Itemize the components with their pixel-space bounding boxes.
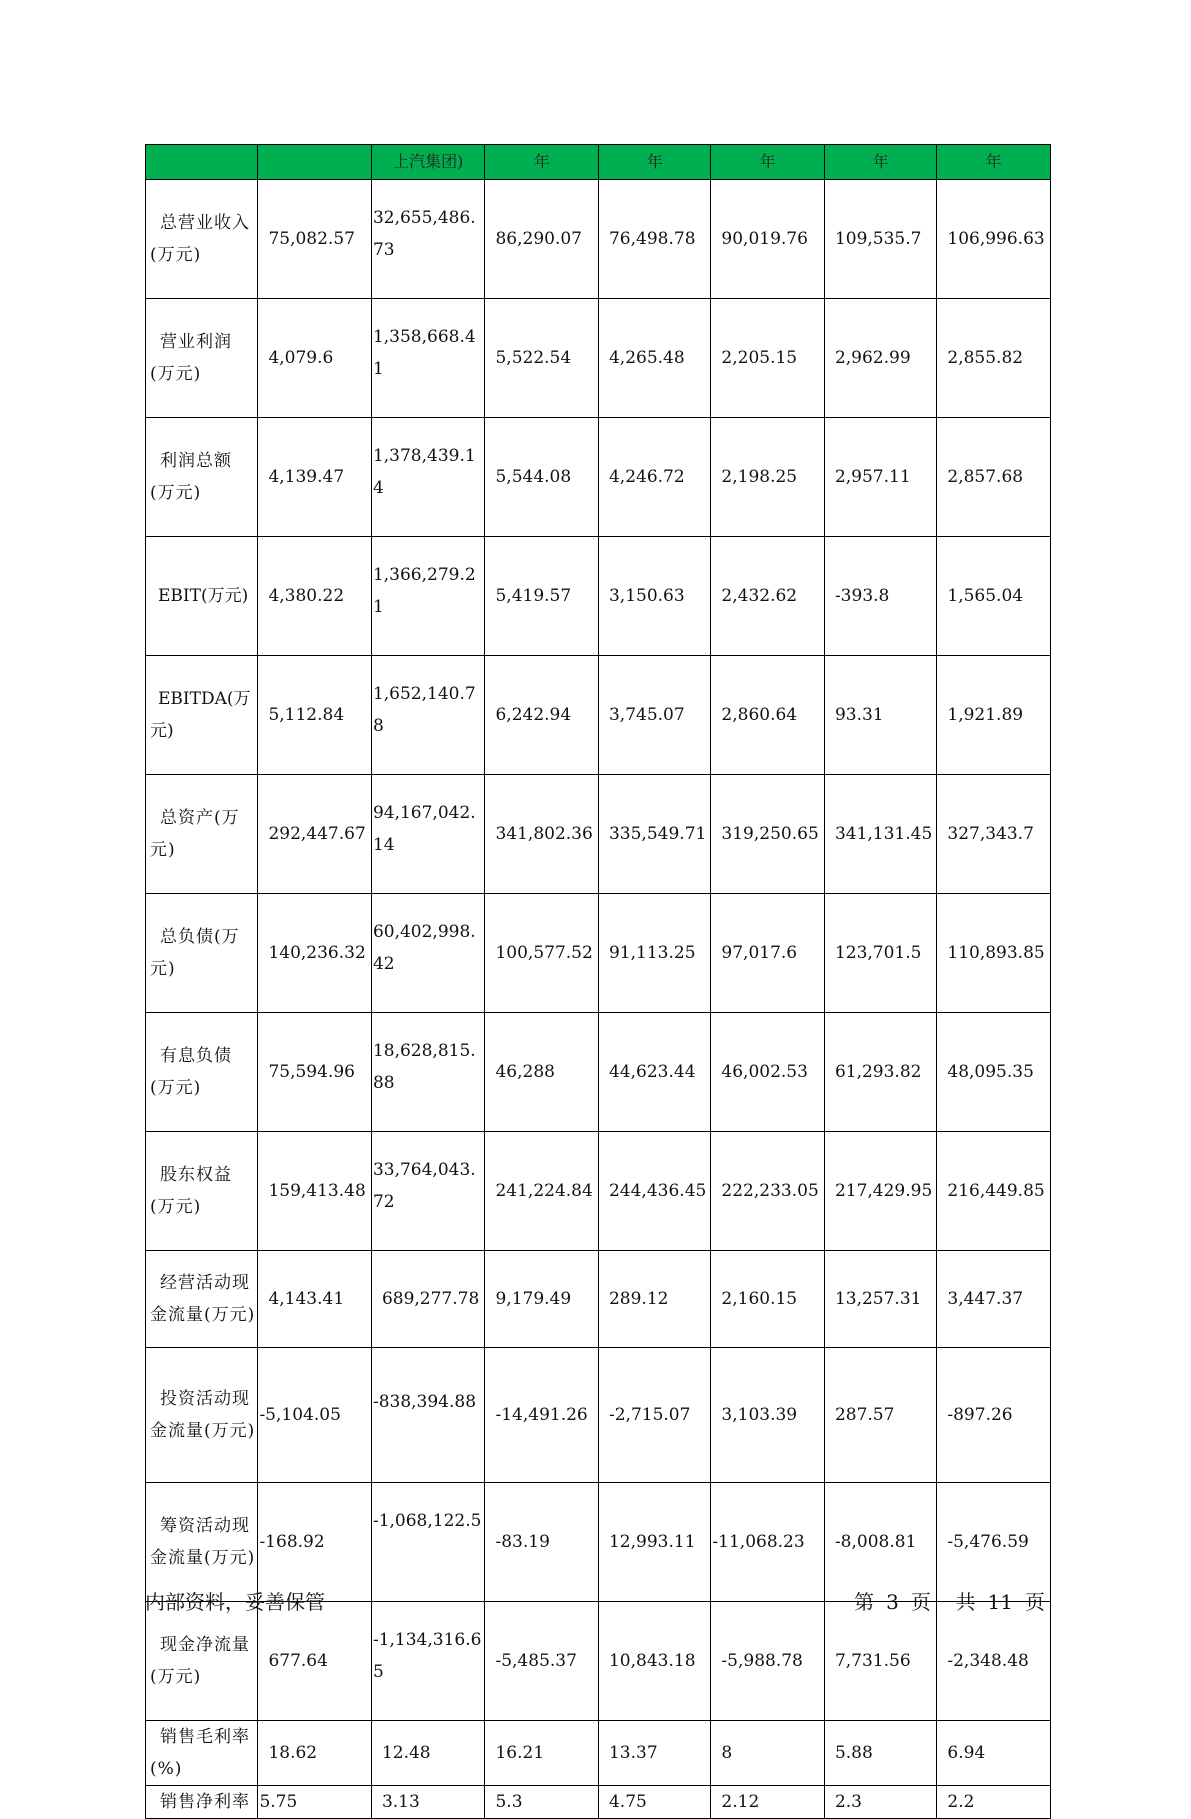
table-row (146, 418, 1051, 537)
metric-label: EBIT(万元) (146, 537, 258, 656)
value-cell: 32,655,486.73 (371, 180, 485, 299)
value-cell: 94,167,042.14 (371, 775, 485, 894)
table-header-row (146, 145, 1051, 180)
value-cell: 1,565.04 (937, 537, 1051, 656)
value-cell: 33,764,043.72 (371, 1132, 485, 1251)
value-cell: -1,134,316.65 (371, 1602, 485, 1721)
value-cell: 91,113.25 (598, 894, 710, 1013)
metric-label: 总资产(万元) (146, 775, 258, 894)
metric-label: 利润总额(万元) (146, 418, 258, 537)
value-cell: 241,224.84 (485, 1132, 599, 1251)
value-cell: 86,290.07 (485, 180, 599, 299)
metric-label: 销售毛利率(%) (146, 1721, 258, 1786)
value-cell: 18,628,815.88 (371, 1013, 485, 1132)
value-cell: 244,436.45 (598, 1132, 710, 1251)
value-cell: 2.12 (711, 1786, 825, 1819)
value-cell: 289.12 (598, 1251, 710, 1348)
value-cell: -168.92 (258, 1483, 372, 1602)
value-cell: 140,236.32 (258, 894, 372, 1013)
table-row (146, 656, 1051, 775)
value-cell: 2.3 (824, 1786, 936, 1819)
value-cell: 13.37 (598, 1721, 710, 1786)
value-cell: -5,988.78 (711, 1602, 825, 1721)
value-cell: 2,860.64 (711, 656, 825, 775)
value-cell: 3,745.07 (598, 656, 710, 775)
value-cell: 13,257.31 (824, 1251, 936, 1348)
value-cell: 75,082.57 (258, 180, 372, 299)
value-cell: 46,002.53 (711, 1013, 825, 1132)
header-cell (258, 145, 372, 180)
metric-label: 现金净流量(万元) (146, 1602, 258, 1721)
value-cell: 10,843.18 (598, 1602, 710, 1721)
value-cell: 4,265.48 (598, 299, 710, 418)
value-cell: 319,250.65 (711, 775, 825, 894)
value-cell: -8,008.81 (824, 1483, 936, 1602)
metric-label: 销售净利率 (146, 1786, 258, 1819)
value-cell: 48,095.35 (937, 1013, 1051, 1132)
value-cell: 123,701.5 (824, 894, 936, 1013)
metric-label: 总营业收入(万元) (146, 180, 258, 299)
value-cell: 3,150.63 (598, 537, 710, 656)
value-cell: 335,549.71 (598, 775, 710, 894)
value-cell: -1,068,122.5 (371, 1483, 485, 1602)
total-prefix: 共 (955, 1590, 976, 1614)
value-cell: 287.57 (824, 1348, 936, 1483)
value-cell: 12,993.11 (598, 1483, 710, 1602)
metric-label: 股东权益(万元) (146, 1132, 258, 1251)
value-cell: 327,343.7 (937, 775, 1051, 894)
value-cell: -897.26 (937, 1348, 1051, 1483)
header-cell: 上汽集团) (371, 145, 485, 180)
value-cell: 1,921.89 (937, 656, 1051, 775)
value-cell: 5.75 (258, 1786, 372, 1819)
value-cell: 4,143.41 (258, 1251, 372, 1348)
value-cell: 16.21 (485, 1721, 599, 1786)
value-cell: 2,857.68 (937, 418, 1051, 537)
value-cell: -83.19 (485, 1483, 599, 1602)
page-suffix: 页 (910, 1590, 931, 1614)
total-suffix: 页 (1025, 1590, 1045, 1614)
table-row (146, 537, 1051, 656)
value-cell: 4,246.72 (598, 418, 710, 537)
value-cell: 4,139.47 (258, 418, 372, 537)
table-row (146, 775, 1051, 894)
value-cell: 1,378,439.14 (371, 418, 485, 537)
value-cell: 3,103.39 (711, 1348, 825, 1483)
value-cell: 2,855.82 (937, 299, 1051, 418)
value-cell: -393.8 (824, 537, 936, 656)
value-cell: 5.88 (824, 1721, 936, 1786)
table-row (146, 1013, 1051, 1132)
value-cell: 106,996.63 (937, 180, 1051, 299)
value-cell: -5,485.37 (485, 1602, 599, 1721)
value-cell: 8 (711, 1721, 825, 1786)
value-cell: 5,419.57 (485, 537, 599, 656)
value-cell: 18.62 (258, 1721, 372, 1786)
value-cell: 217,429.95 (824, 1132, 936, 1251)
table-row (146, 1721, 1051, 1786)
value-cell: 4,079.6 (258, 299, 372, 418)
value-cell: 9,179.49 (485, 1251, 599, 1348)
value-cell: 2,205.15 (711, 299, 825, 418)
value-cell: 1,358,668.41 (371, 299, 485, 418)
value-cell: 2.2 (937, 1786, 1051, 1819)
value-cell: 4.75 (598, 1786, 710, 1819)
value-cell: 5,544.08 (485, 418, 599, 537)
value-cell: 61,293.82 (824, 1013, 936, 1132)
value-cell: 5,522.54 (485, 299, 599, 418)
value-cell: -838,394.88 (371, 1348, 485, 1483)
value-cell: -14,491.26 (485, 1348, 599, 1483)
value-cell: 3,447.37 (937, 1251, 1051, 1348)
table-row (146, 1348, 1051, 1483)
value-cell: 222,233.05 (711, 1132, 825, 1251)
value-cell: -11,068.23 (711, 1483, 825, 1602)
value-cell: 2,957.11 (824, 418, 936, 537)
value-cell: 90,019.76 (711, 180, 825, 299)
value-cell: 341,131.45 (824, 775, 936, 894)
value-cell: 4,380.22 (258, 537, 372, 656)
header-cell: 年 (598, 145, 710, 180)
metric-label: 投资活动现金流量(万元) (146, 1348, 258, 1483)
metric-label: 总负债(万元) (146, 894, 258, 1013)
page-total: 11 (987, 1590, 1013, 1614)
table-row (146, 1132, 1051, 1251)
table-row (146, 299, 1051, 418)
metric-label: 有息负债(万元) (146, 1013, 258, 1132)
value-cell: 6.94 (937, 1721, 1051, 1786)
footer-page-number (848, 1586, 1051, 1615)
value-cell: 76,498.78 (598, 180, 710, 299)
value-cell: 3.13 (371, 1786, 485, 1819)
header-cell: 年 (711, 145, 825, 180)
page-current: 3 (886, 1590, 899, 1614)
value-cell: -2,715.07 (598, 1348, 710, 1483)
metric-label: 经营活动现金流量(万元) (146, 1251, 258, 1348)
value-cell: 2,198.25 (711, 418, 825, 537)
value-cell: 2,962.99 (824, 299, 936, 418)
value-cell: 100,577.52 (485, 894, 599, 1013)
footer-confidential-note: 内部资料，妥善保管 (145, 1590, 325, 1614)
value-cell: 12.48 (371, 1721, 485, 1786)
value-cell: 689,277.78 (371, 1251, 485, 1348)
value-cell: 6,242.94 (485, 656, 599, 775)
value-cell: 60,402,998.42 (371, 894, 485, 1013)
value-cell: 1,366,279.21 (371, 537, 485, 656)
value-cell: 677.64 (258, 1602, 372, 1721)
value-cell: 44,623.44 (598, 1013, 710, 1132)
table-row (146, 894, 1051, 1013)
value-cell: 159,413.48 (258, 1132, 372, 1251)
value-cell: 292,447.67 (258, 775, 372, 894)
value-cell: 93.31 (824, 656, 936, 775)
value-cell: 110,893.85 (937, 894, 1051, 1013)
page-prefix: 第 (854, 1590, 875, 1614)
value-cell: 7,731.56 (824, 1602, 936, 1721)
value-cell: 216,449.85 (937, 1132, 1051, 1251)
table-row (146, 180, 1051, 299)
table-row (146, 1483, 1051, 1602)
value-cell: 341,802.36 (485, 775, 599, 894)
value-cell: 5,112.84 (258, 656, 372, 775)
value-cell: 2,160.15 (711, 1251, 825, 1348)
financial-table (145, 144, 1051, 1819)
value-cell: 109,535.7 (824, 180, 936, 299)
header-cell (146, 145, 258, 180)
header-cell: 年 (937, 145, 1051, 180)
header-cell: 年 (485, 145, 599, 180)
value-cell: 75,594.96 (258, 1013, 372, 1132)
value-cell: 97,017.6 (711, 894, 825, 1013)
table-row (146, 1251, 1051, 1348)
metric-label: EBITDA(万元) (146, 656, 258, 775)
header-cell: 年 (824, 145, 936, 180)
metric-label: 营业利润(万元) (146, 299, 258, 418)
value-cell: -5,104.05 (258, 1348, 372, 1483)
table-row (146, 1602, 1051, 1721)
metric-label: 筹资活动现金流量(万元) (146, 1483, 258, 1602)
value-cell: 5.3 (485, 1786, 599, 1819)
value-cell: -2,348.48 (937, 1602, 1051, 1721)
value-cell: 46,288 (485, 1013, 599, 1132)
table-row (146, 1786, 1051, 1819)
value-cell: -5,476.59 (937, 1483, 1051, 1602)
value-cell: 1,652,140.78 (371, 656, 485, 775)
value-cell: 2,432.62 (711, 537, 825, 656)
